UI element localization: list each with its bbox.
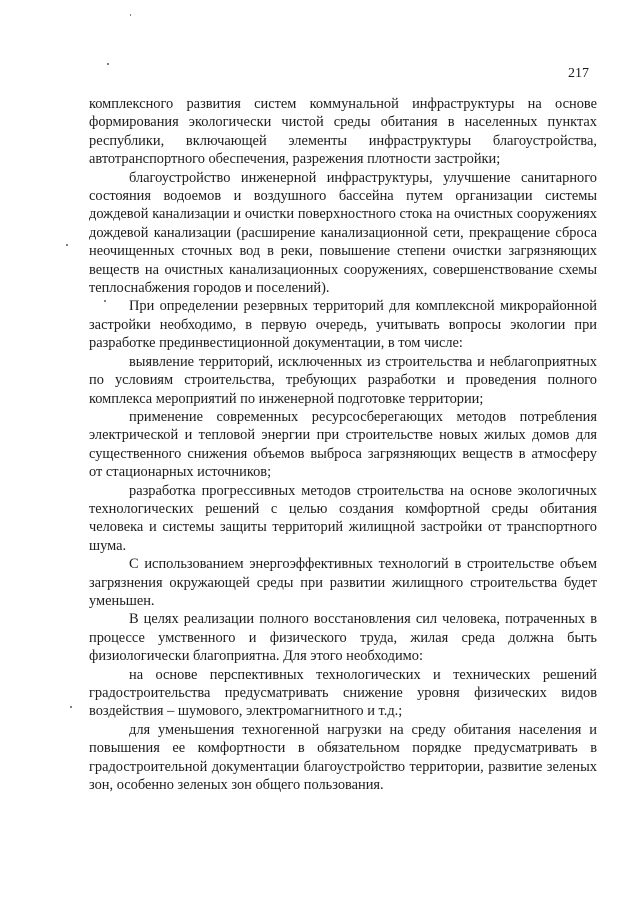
page-number: 217	[568, 66, 589, 81]
paragraph-10: для уменьшения техногенной нагрузки на среду обитания населения и повышения ее комфортности в обязательном порядке предусматривать в градостроительной документации благоустройство территории, развитие зеленых зон, особенно зеленых зон общего пользования.	[89, 721, 597, 794]
paragraph-9: на основе перспективных технологических и технических решений градостроительства предусматривать снижение уровня физических видов воздействия – шумового, электромагнитного и т.д.;	[89, 666, 597, 720]
document-body	[89, 95, 597, 794]
scan-speck	[70, 706, 72, 708]
paragraph-1: комплексного развития систем коммунальной инфраструктуры на основе формирования экологически чистой среды обитания в населенных пунктах республики, включающей элементы инфраструктуры благоустройства, автотранспортного обеспечения, разрежения плотности застройки;	[89, 96, 597, 168]
paragraph-2: благоустройство инженерной инфраструктуры, улучшение санитарного состояния водоемов и воздушного бассейна путем организации системы дождевой канализации и очистки поверхностного стока на очистных сооружениях дождевой канализации (расширение канализационной сети, прекращение сброса неочищенных сточных вод в реки, повышение степени очистки загрязняющих веществ на очистных канализационных сооружениях, совершенствование схемы теплоснабжения городов и поселений).	[89, 169, 597, 297]
paragraph-3: При определении резервных территорий для комплексной микрорайонной застройки необходимо, в первую очередь, учитывать вопросы экологии при разработке прединвестиционной документации, в том числе:	[89, 298, 597, 352]
paragraph-5: применение современных ресурсосберегающих методов потребления электрической и тепловой энергии при строительстве новых жилых домов для существенного снижения объемов выброса загрязняющих веществ в атмосферу от стационарных источников;	[89, 408, 597, 481]
scan-speck	[66, 244, 68, 246]
paragraph-6: разработка прогрессивных методов строительства на основе экологичных технологических решений с целью создания комфортной среды обитания человека и системы защиты территорий жилищной застройки от транспортного шума.	[89, 482, 597, 554]
paragraph-8: В целях реализации полного восстановления сил человека, потраченных в процессе умственного и физического труда, жилая среда должна быть физиологически благоприятна. Для этого необходимо:	[89, 611, 597, 665]
scan-speck	[107, 63, 109, 65]
paragraph-7: С использованием энергоэффективных технологий в строительстве объем загрязнения окружающей среды при развитии жилищного строительства будет уменьшен.	[89, 556, 597, 609]
scan-speck	[130, 14, 131, 16]
paragraph-4: выявление территорий, исключенных из строительства и неблагоприятных по условиям строительства, требующих разработки и проведения полного комплекса мероприятий по инженерной подготовке территории;	[89, 353, 597, 407]
